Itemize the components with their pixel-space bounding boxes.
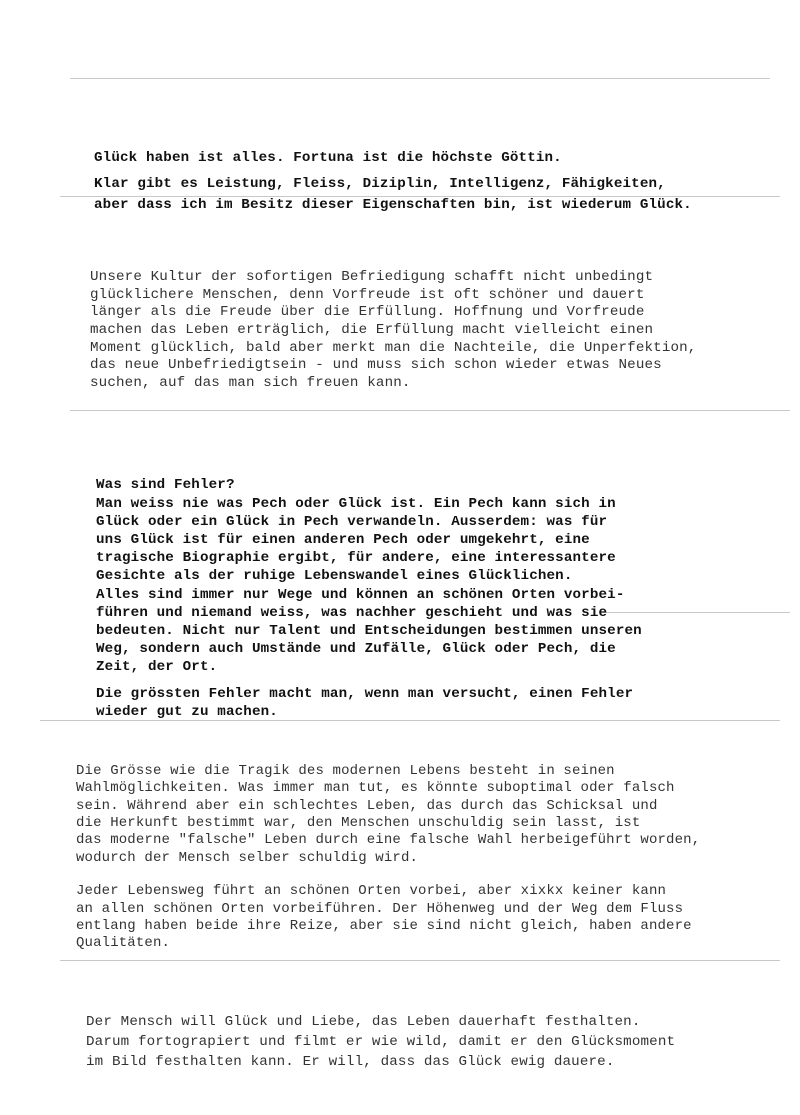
section-fehler bbox=[96, 440, 642, 757]
line: tragische Biographie ergibt, für andere, eine interessantere bbox=[96, 550, 616, 567]
paragraph bbox=[76, 883, 700, 953]
line: Die Grösse wie die Tragik des modernen Lebens besteht in seinen bbox=[76, 762, 615, 779]
line: Darum fortograpiert und filmt er wie wild, damit er den Glücksmoment bbox=[86, 1034, 676, 1050]
line: die Herkunft bestimmt war, den Menschen unschuldig sein lasst, ist bbox=[76, 815, 641, 832]
line: Man weiss nie was Pech oder Glück ist. Ein Pech kann sich in bbox=[96, 495, 616, 512]
line: wieder gut zu machen. bbox=[96, 703, 278, 720]
line: bedeuten. Nicht nur Talent und Entscheidungen bestimmen unseren bbox=[96, 623, 642, 640]
line: Gesichte als der ruhige Lebenswandel eines Glücklichen. bbox=[96, 568, 573, 585]
paragraph bbox=[86, 1012, 675, 1072]
line: Der Mensch will Glück und Liebe, das Leben dauerhaft festhalten. bbox=[86, 1014, 641, 1030]
paragraph bbox=[96, 476, 642, 676]
section-wahlmoeglichkeiten bbox=[76, 728, 700, 988]
line: Jeder Lebensweg führt an schönen Orten vorbei, aber xixkx keiner kann bbox=[76, 883, 667, 900]
paragraph bbox=[96, 685, 642, 721]
line: im Bild festhalten kann. Er will, dass das Glück ewig dauere. bbox=[86, 1054, 615, 1070]
line: Moment glücklich, bald aber merkt man die Nachteile, die Unperfektion, bbox=[90, 339, 697, 356]
line: an allen schönen Orten vorbeiführen. Der Höhenweg und der Weg dem Fluss bbox=[76, 900, 684, 917]
strip-edge-top bbox=[70, 78, 770, 79]
line: Wahlmöglichkeiten. Was immer man tut, es könnte suboptimal oder falsch bbox=[76, 780, 675, 797]
line: das moderne "falsche" Leben durch eine falsche Wahl herbeigeführt worden, bbox=[76, 832, 701, 849]
line: Alles sind immer nur Wege und können an schönen Orten vorbei- bbox=[96, 586, 625, 603]
line: länger als die Freude über die Erfüllung. Hoffnung und Vorfreude bbox=[90, 304, 645, 321]
line: Die grössten Fehler macht man, wenn man versucht, einen Fehler bbox=[96, 685, 634, 702]
line: Glück oder ein Glück in Pech verwandeln. Ausserdem: was für bbox=[96, 513, 608, 530]
paragraph bbox=[94, 174, 692, 216]
line: Zeit, der Ort. bbox=[96, 659, 218, 676]
line: führen und niemand weiss, was nachher geschieht und was sie bbox=[96, 604, 608, 621]
paragraph bbox=[94, 148, 692, 169]
line: glücklichere Menschen, denn Vorfreude ist oft schöner und dauert bbox=[90, 286, 645, 303]
line: Glück haben ist alles. Fortuna ist die höchste Göttin. bbox=[94, 150, 562, 166]
paragraph bbox=[76, 763, 700, 867]
paragraph bbox=[90, 269, 696, 392]
section-vorfreude bbox=[90, 234, 696, 428]
section-glueck-festhalten bbox=[86, 972, 675, 1112]
line: entlang haben beide ihre Reize, aber sie sind nicht gleich, haben andere bbox=[76, 918, 692, 935]
line: aber dass ich im Besitz dieser Eigenschaften bin, ist wiederum Glück. bbox=[94, 197, 692, 213]
line: machen das Leben erträglich, die Erfüllung macht vielleicht einen bbox=[90, 321, 654, 338]
line: Unsere Kultur der sofortigen Befriedigung schafft nicht unbedingt bbox=[90, 269, 654, 286]
line: suchen, auf das man sich freuen kann. bbox=[90, 374, 411, 391]
line: Weg, sondern auch Umstände und Zufälle, Glück oder Pech, die bbox=[96, 641, 616, 658]
line: wodurch der Mensch selber schuldig wird. bbox=[76, 849, 419, 866]
line: das neue Unbefriedigtsein - und muss sich schon wieder etwas Neues bbox=[90, 357, 662, 374]
line: Qualitäten. bbox=[76, 935, 171, 952]
line: Klar gibt es Leistung, Fleiss, Diziplin, Intelligenz, Fähigkeiten, bbox=[94, 176, 666, 192]
line: sein. Während aber ein schlechtes Leben, das durch das Schicksal und bbox=[76, 797, 658, 814]
line: uns Glück ist für einen anderen Pech oder umgekehrt, eine bbox=[96, 532, 590, 549]
line: Was sind Fehler? bbox=[96, 477, 235, 494]
